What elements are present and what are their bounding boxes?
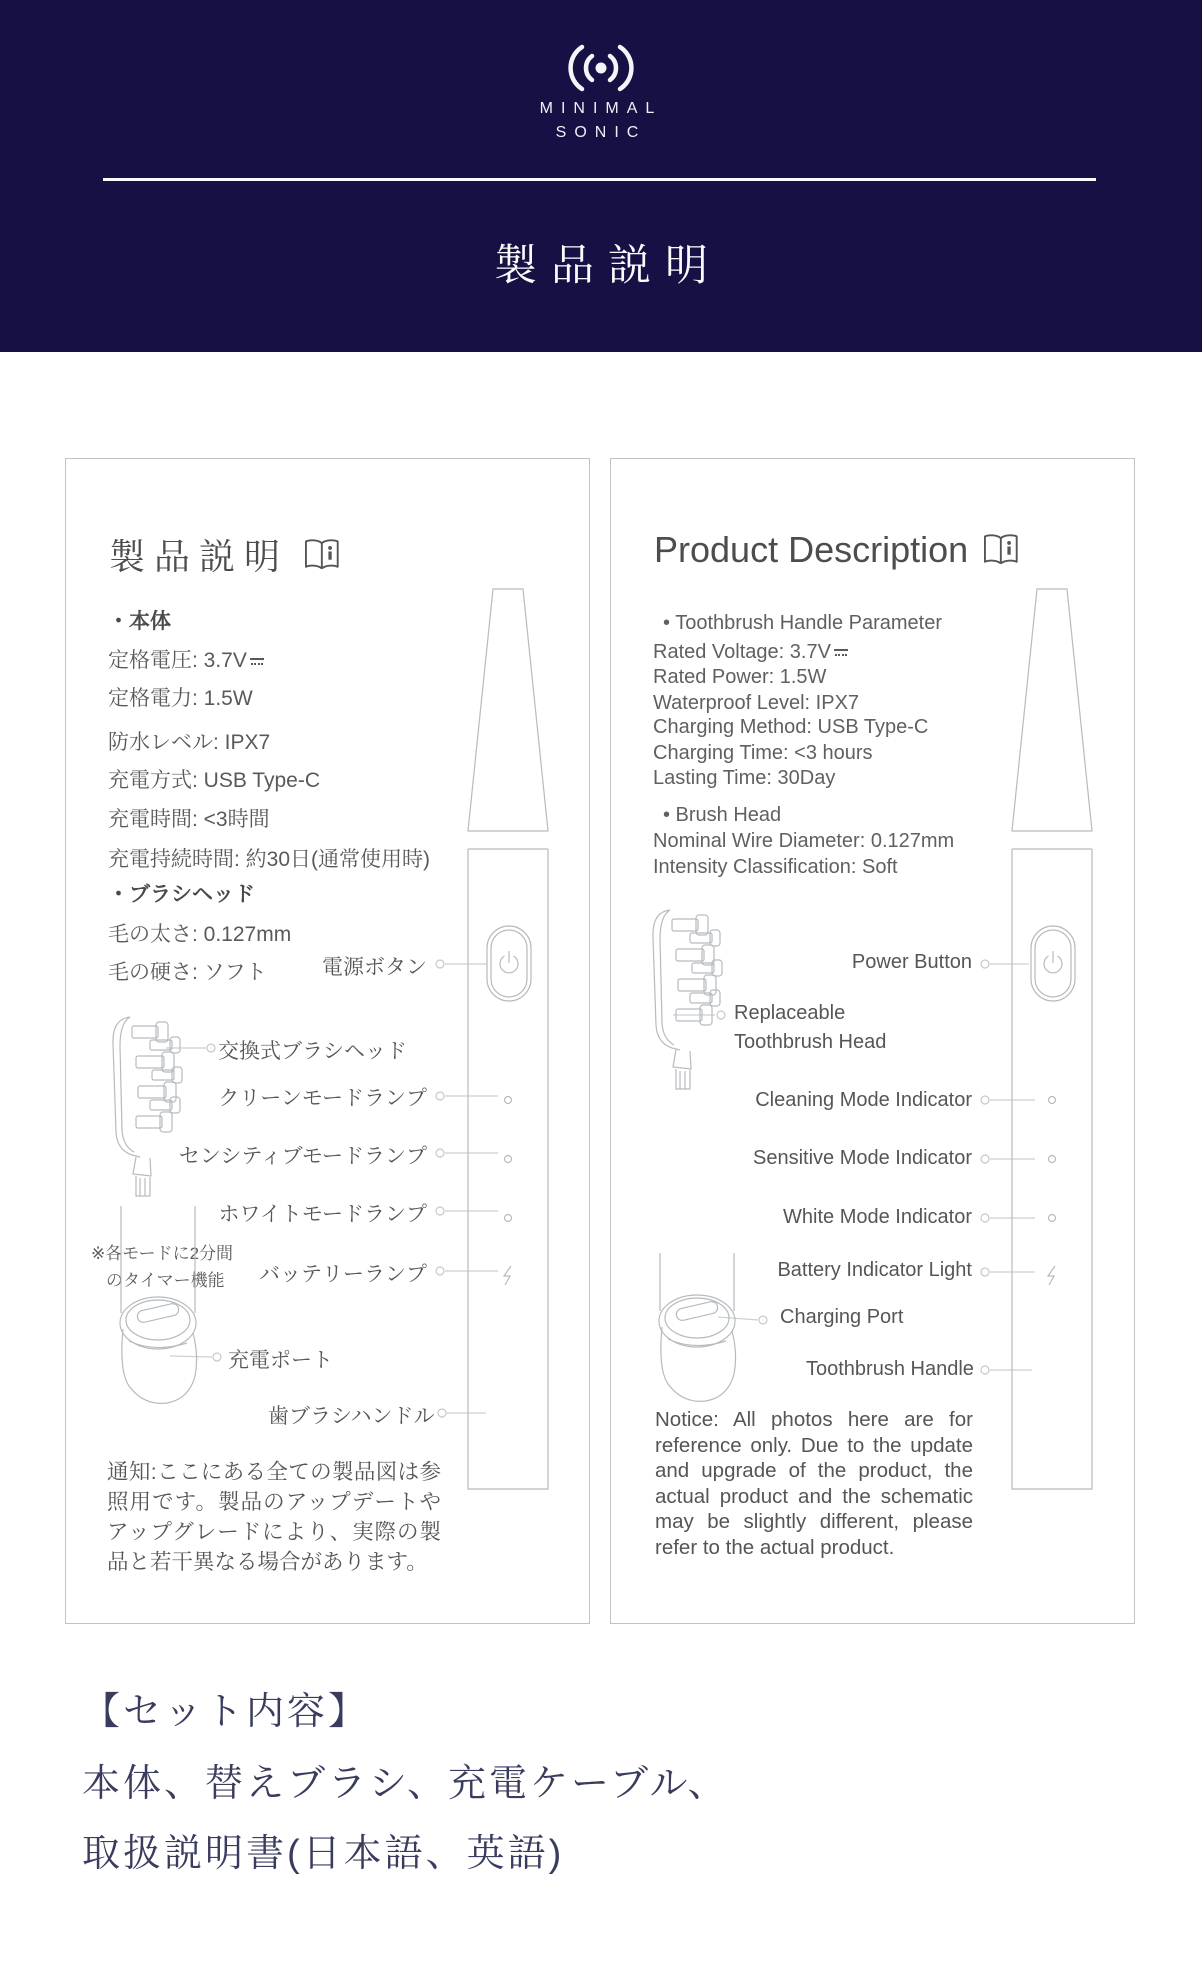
label-sensitive-mode: Sensitive Mode Indicator bbox=[752, 1147, 972, 1169]
spec-wire-diameter: Nominal Wire Diameter: 0.127mm bbox=[653, 830, 955, 852]
notice-paragraph-jp: 通知:ここにある全ての製品図は参照用です。製品のアップデートやアップグレードにより、実際の製品と若干異なる場合があります。 bbox=[107, 1460, 441, 1574]
sonic-wave-logo-icon bbox=[551, 38, 651, 98]
brush-head-illustration bbox=[646, 907, 731, 1097]
spec-waterproof: 防水レベル: IPX7 bbox=[108, 731, 271, 754]
right-panel-title-text: Product Description bbox=[654, 529, 969, 570]
spec-body-header: ・本体 bbox=[108, 610, 171, 633]
spec-wire-diameter: 毛の太さ: 0.127mm bbox=[108, 923, 292, 946]
brand-name-line1: MINIMAL bbox=[539, 100, 663, 117]
spec-brushhead-header: • Brush Head bbox=[663, 804, 782, 826]
left-panel-title bbox=[109, 529, 343, 580]
set-contents-line3: 取扱説明書(日本語、英語) bbox=[82, 1833, 565, 1875]
label-white-mode: ホワイトモードランプ bbox=[218, 1203, 427, 1226]
notice-paragraph-en: Notice: All photos here are for reference only. Due to the update and upgrade of the product, the actual product and the schematic may be slightly different, please refer to the actual product. bbox=[655, 1408, 973, 1559]
manual-book-icon bbox=[982, 533, 1022, 567]
label-brush-head-line2: Toothbrush Head bbox=[734, 1031, 887, 1053]
dc-symbol bbox=[834, 646, 848, 658]
label-handle: 歯ブラシハンドル bbox=[268, 1405, 435, 1428]
label-power-button: 電源ボタン bbox=[322, 956, 427, 979]
right-panel-title bbox=[654, 529, 1022, 571]
toothbrush-illustration bbox=[461, 584, 561, 1494]
spec-handle-param-header: • Toothbrush Handle Parameter bbox=[663, 612, 943, 634]
timer-note-line2: のタイマー機能 bbox=[106, 1271, 225, 1290]
label-charging-port: Charging Port bbox=[780, 1306, 904, 1328]
spec-lasting-time: Lasting Time: 30Day bbox=[653, 767, 836, 789]
toothbrush-illustration bbox=[1005, 584, 1105, 1494]
left-panel-title-text: 製品説明 bbox=[109, 536, 290, 577]
label-brush-head: 交換式ブラシヘッド bbox=[218, 1040, 407, 1063]
spec-brushhead-header: ・ブラシヘッド bbox=[108, 883, 255, 906]
brand-name-line2: SONIC bbox=[555, 124, 647, 141]
spec-intensity: Intensity Classification: Soft bbox=[653, 856, 898, 878]
spec-rated-power: 定格電力: 1.5W bbox=[108, 687, 253, 710]
set-contents-line2: 本体、替えブラシ、充電ケーブル、 bbox=[82, 1763, 729, 1805]
spec-softness: 毛の硬さ: ソフト bbox=[108, 961, 267, 984]
spec-rated-voltage: Rated Voltage: 3.7V bbox=[653, 641, 848, 664]
spec-charging-time: 充電時間: <3時間 bbox=[108, 808, 270, 831]
timer-note-line1: ※各モードに2分間 bbox=[91, 1244, 234, 1263]
japanese-description-panel bbox=[65, 458, 590, 1624]
label-white-mode: White Mode Indicator bbox=[783, 1206, 972, 1228]
set-contents-heading: 【セット内容】 bbox=[82, 1691, 370, 1733]
label-battery: Battery Indicator Light bbox=[777, 1259, 972, 1281]
dc-symbol bbox=[250, 655, 264, 667]
spec-rated-voltage: 定格電圧: 3.7V bbox=[108, 644, 264, 674]
spec-waterproof: Waterproof Level: IPX7 bbox=[653, 692, 860, 714]
label-power-button: Power Button bbox=[851, 951, 972, 973]
spec-lasting-time: 充電持続時間: 約30日(通常使用時) bbox=[108, 848, 431, 871]
charging-base-illustration bbox=[109, 1201, 209, 1441]
manual-book-icon bbox=[303, 538, 343, 572]
spec-charging-time: Charging Time: <3 hours bbox=[653, 742, 873, 764]
brush-head-illustration bbox=[106, 1014, 191, 1204]
label-battery: バッテリーランプ bbox=[259, 1263, 427, 1286]
spec-rated-power: Rated Power: 1.5W bbox=[653, 666, 827, 688]
spec-charging-method: 充電方式: USB Type-C bbox=[108, 769, 320, 792]
label-brush-head-line1: Replaceable bbox=[734, 1002, 846, 1024]
english-description-panel bbox=[610, 458, 1135, 1624]
header-banner bbox=[0, 0, 1202, 352]
page-title: 製品説明 bbox=[494, 242, 722, 290]
spec-charging-method: Charging Method: USB Type-C bbox=[653, 716, 929, 738]
label-clean-mode: クリーンモードランプ bbox=[218, 1087, 427, 1110]
header-divider bbox=[103, 178, 1096, 181]
label-handle: Toothbrush Handle bbox=[806, 1358, 974, 1380]
label-clean-mode: Cleaning Mode Indicator bbox=[755, 1089, 972, 1111]
label-charging-port: 充電ポート bbox=[228, 1349, 333, 1372]
label-sensitive-mode: センシティブモードランプ bbox=[178, 1145, 427, 1168]
